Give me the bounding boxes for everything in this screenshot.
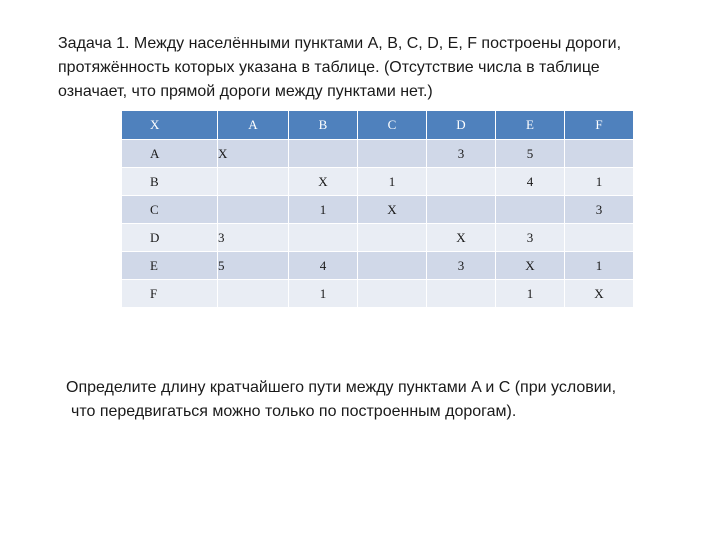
table-cell: 1: [565, 168, 634, 196]
header-cell: E: [496, 111, 565, 140]
header-cell: B: [289, 111, 358, 140]
task-statement: [58, 32, 678, 104]
table-cell: [358, 280, 427, 308]
table-cell: [218, 196, 289, 224]
question-line: Определите длину кратчайшего пути между пунктами A и C (при условии,: [66, 379, 617, 396]
table-cell: X: [289, 168, 358, 196]
table-cell: X: [218, 140, 289, 168]
table-cell: X: [427, 224, 496, 252]
table-cell: [218, 168, 289, 196]
table-row: [122, 224, 634, 252]
table-cell: [427, 280, 496, 308]
row-label-cell: D: [122, 224, 218, 252]
table-cell: 4: [289, 252, 358, 280]
table-cell: [496, 196, 565, 224]
row-label-cell: A: [122, 140, 218, 168]
row-label-cell: C: [122, 196, 218, 224]
table-cell: [565, 140, 634, 168]
table-cell: 4: [496, 168, 565, 196]
table-cell: [358, 252, 427, 280]
table-cell: 1: [496, 280, 565, 308]
table-cell: [218, 280, 289, 308]
table-cell: 3: [427, 252, 496, 280]
table-cell: 5: [496, 140, 565, 168]
table-cell: 3: [496, 224, 565, 252]
question-text: [66, 376, 686, 424]
header-cell: C: [358, 111, 427, 140]
table-cell: 1: [289, 280, 358, 308]
header-cell: F: [565, 111, 634, 140]
table-row: [122, 140, 634, 168]
table-cell: 5: [218, 252, 289, 280]
table-cell: 3: [218, 224, 289, 252]
header-cell: X: [122, 111, 218, 140]
row-label-cell: B: [122, 168, 218, 196]
table-cell: 1: [358, 168, 427, 196]
table-cell: 3: [427, 140, 496, 168]
table-cell: X: [496, 252, 565, 280]
table-row: [122, 280, 634, 308]
table-row: [122, 168, 634, 196]
question-line: что передвигаться можно только по построенным дорогам).: [71, 403, 517, 420]
table-cell: [289, 140, 358, 168]
table-cell: [565, 224, 634, 252]
table-row: [122, 252, 634, 280]
table-cell: 1: [565, 252, 634, 280]
table-cell: [427, 196, 496, 224]
table-row: [122, 196, 634, 224]
table-cell: [289, 224, 358, 252]
row-label-cell: E: [122, 252, 218, 280]
task-line: означает, что прямой дороги между пунктами нет.): [58, 83, 433, 100]
task-line: протяжённость которых указана в таблице. (Отсутствие числа в таблице: [58, 59, 600, 76]
table-header-row: [122, 111, 634, 140]
task-line: Задача 1. Между населёнными пунктами A, B, C, D, E, F построены дороги,: [58, 35, 622, 52]
row-label-cell: F: [122, 280, 218, 308]
table-cell: 3: [565, 196, 634, 224]
table-cell: [358, 224, 427, 252]
header-cell: D: [427, 111, 496, 140]
distance-table: [121, 110, 634, 308]
header-cell: A: [218, 111, 289, 140]
table-cell: [358, 140, 427, 168]
table-cell: X: [565, 280, 634, 308]
table-cell: X: [358, 196, 427, 224]
table-cell: [427, 168, 496, 196]
table-cell: 1: [289, 196, 358, 224]
